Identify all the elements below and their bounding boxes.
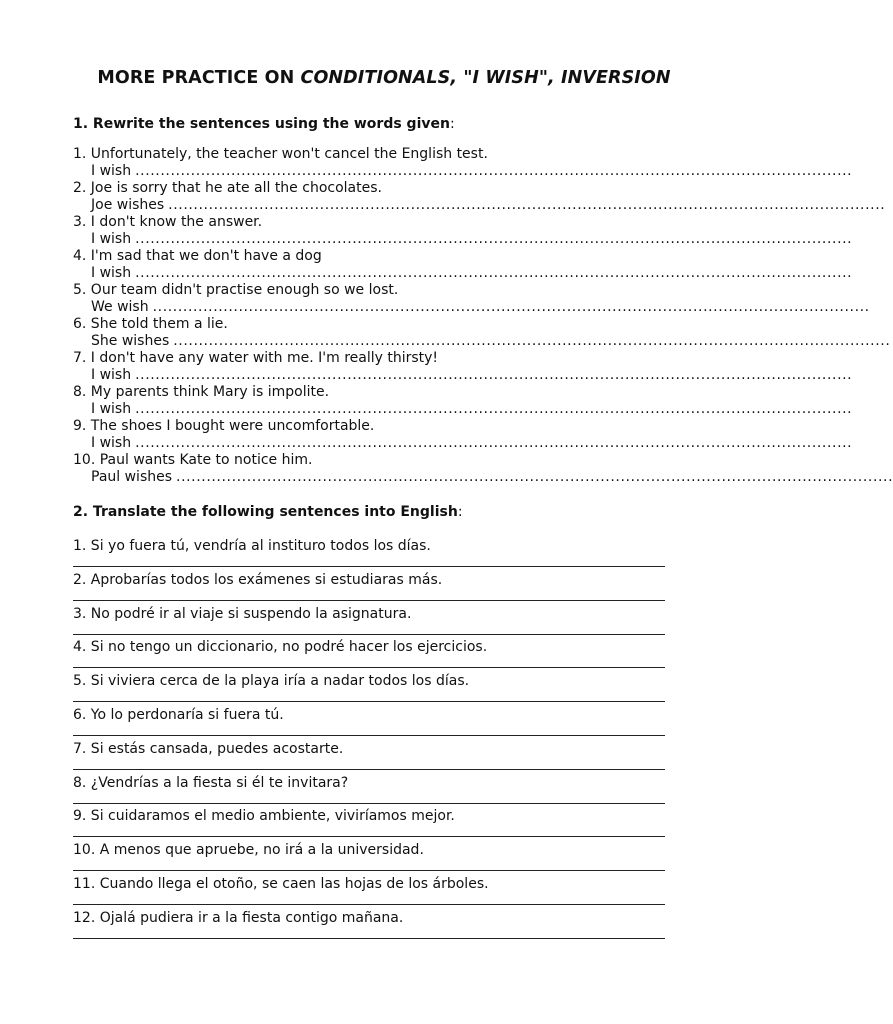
rewrite-answer-line[interactable] [73,163,853,180]
translate-item [73,876,665,910]
translate-item [73,808,665,842]
translate-item [73,775,665,809]
rewrite-answer-line[interactable] [73,299,870,316]
translate-item-sentence: 11. Cuando llega el otoño, se caen las hojas de los árboles. [73,875,489,892]
translate-item [73,538,665,572]
rewrite-item-sentence: 5. Our team didn't practise enough so we lost. [73,282,399,298]
translate-exercise-list [73,538,665,944]
answer-underline[interactable] [73,938,665,939]
translate-item-sentence: 4. Si no tengo un diccionario, no podré hacer los ejercicios. [73,639,488,656]
answer-underline[interactable] [73,735,665,736]
translate-item-sentence: 12. Ojalá pudiera ir a la fiesta contigo mañana. [73,909,404,926]
translate-item-sentence: 8. ¿Vendrías a la fiesta si él te invitara? [73,774,349,791]
translate-item-sentence: 6. Yo lo perdonaría si fuera tú. [73,706,284,723]
translate-item [73,673,665,707]
page-title [0,68,768,88]
section-2-heading-text: 2. Translate the following sentences into English [73,504,458,520]
answer-underline[interactable] [73,836,665,837]
rewrite-item-sentence: 10. Paul wants Kate to notice him. [73,452,313,468]
answer-underline[interactable] [73,600,665,601]
dotted-answer-space[interactable]: .............................................................................................................................................. [135,265,853,281]
translate-item [73,606,665,640]
section-1-heading [73,116,455,132]
translate-item-sentence: 3. No podré ir al viaje si suspendo la asignatura. [73,605,412,622]
title-italic-topics: CONDITIONALS, "I WISH", INVERSION [300,68,671,88]
rewrite-answer-line[interactable] [73,367,853,384]
translate-item [73,707,665,741]
rewrite-item-sentence: 1. Unfortunately, the teacher won't cancel the English test. [73,146,488,162]
translate-item-sentence: 7. Si estás cansada, puedes acostarte. [73,740,344,757]
answer-underline[interactable] [73,701,665,702]
translate-item [73,910,665,944]
translate-item-sentence: 10. A menos que apruebe, no irá a la universidad. [73,842,424,859]
rewrite-answer-line[interactable] [73,401,853,418]
answer-underline[interactable] [73,803,665,804]
rewrite-answer-line[interactable] [73,469,893,486]
dotted-answer-space[interactable]: .............................................................................................................................................. [152,299,870,315]
answer-underline[interactable] [73,566,665,567]
answer-underline[interactable] [73,870,665,871]
rewrite-answer-line[interactable] [73,333,891,350]
answer-underline[interactable] [73,634,665,635]
dotted-answer-space[interactable]: .............................................................................................................................................. [135,163,853,179]
dotted-answer-space[interactable]: .............................................................................................................................................. [135,231,853,247]
rewrite-item-sentence: 8. My parents think Mary is impolite. [73,384,330,400]
section-2-heading [73,504,463,520]
rewrite-answer-prompt: I wish [91,401,132,417]
rewrite-answer-line[interactable] [73,231,853,248]
rewrite-item-sentence: 4. I'm sad that we don't have a dog [73,248,322,264]
rewrite-answer-prompt: Paul wishes [91,469,173,485]
answer-underline[interactable] [73,769,665,770]
rewrite-answer-line[interactable] [73,265,853,282]
translate-item [73,639,665,673]
rewrite-answer-prompt: I wish [91,367,132,383]
rewrite-answer-prompt: We wish [91,299,149,315]
rewrite-item-sentence: 7. I don't have any water with me. I'm really thirsty! [73,350,439,366]
rewrite-exercise-list [73,146,893,486]
dotted-answer-space[interactable]: .............................................................................................................................................. [168,197,886,213]
dotted-answer-space[interactable]: .............................................................................................................................................. [135,367,853,383]
translate-item [73,741,665,775]
translate-item-sentence: 2. Aprobarías todos los exámenes si estudiaras más. [73,571,443,588]
translate-item-sentence: 5. Si viviera cerca de la playa iría a nadar todos los días. [73,673,470,690]
rewrite-answer-prompt: Joe wishes [91,197,165,213]
rewrite-answer-prompt: I wish [91,163,132,179]
translate-item-sentence: 9. Si cuidaramos el medio ambiente, viviríamos mejor. [73,808,455,825]
rewrite-answer-line[interactable] [73,435,853,452]
section-1-heading-text: 1. Rewrite the sentences using the words given [73,116,450,132]
translate-item [73,572,665,606]
dotted-answer-space[interactable]: .............................................................................................................................................. [173,333,891,349]
rewrite-answer-prompt: She wishes [91,333,170,349]
rewrite-item-sentence: 3. I don't know the answer. [73,214,263,230]
rewrite-answer-line[interactable] [73,197,886,214]
dotted-answer-space[interactable]: .............................................................................................................................................. [135,401,853,417]
translate-item [73,842,665,876]
title-prefix: MORE PRACTICE ON [97,68,301,88]
answer-underline[interactable] [73,904,665,905]
translate-item-sentence: 1. Si yo fuera tú, vendría al instituro todos los días. [73,538,431,554]
section-2-heading-colon: : [457,504,463,520]
rewrite-item-sentence: 6. She told them a lie. [73,316,228,332]
rewrite-answer-prompt: I wish [91,231,132,247]
section-1-heading-colon: : [449,116,455,132]
rewrite-answer-prompt: I wish [91,435,132,451]
rewrite-answer-prompt: I wish [91,265,132,281]
answer-underline[interactable] [73,667,665,668]
dotted-answer-space[interactable]: .............................................................................................................................................. [176,469,893,485]
dotted-answer-space[interactable]: .............................................................................................................................................. [135,435,853,451]
rewrite-item-sentence: 9. The shoes I bought were uncomfortable. [73,418,375,434]
rewrite-item-sentence: 2. Joe is sorry that he ate all the chocolates. [73,180,382,196]
